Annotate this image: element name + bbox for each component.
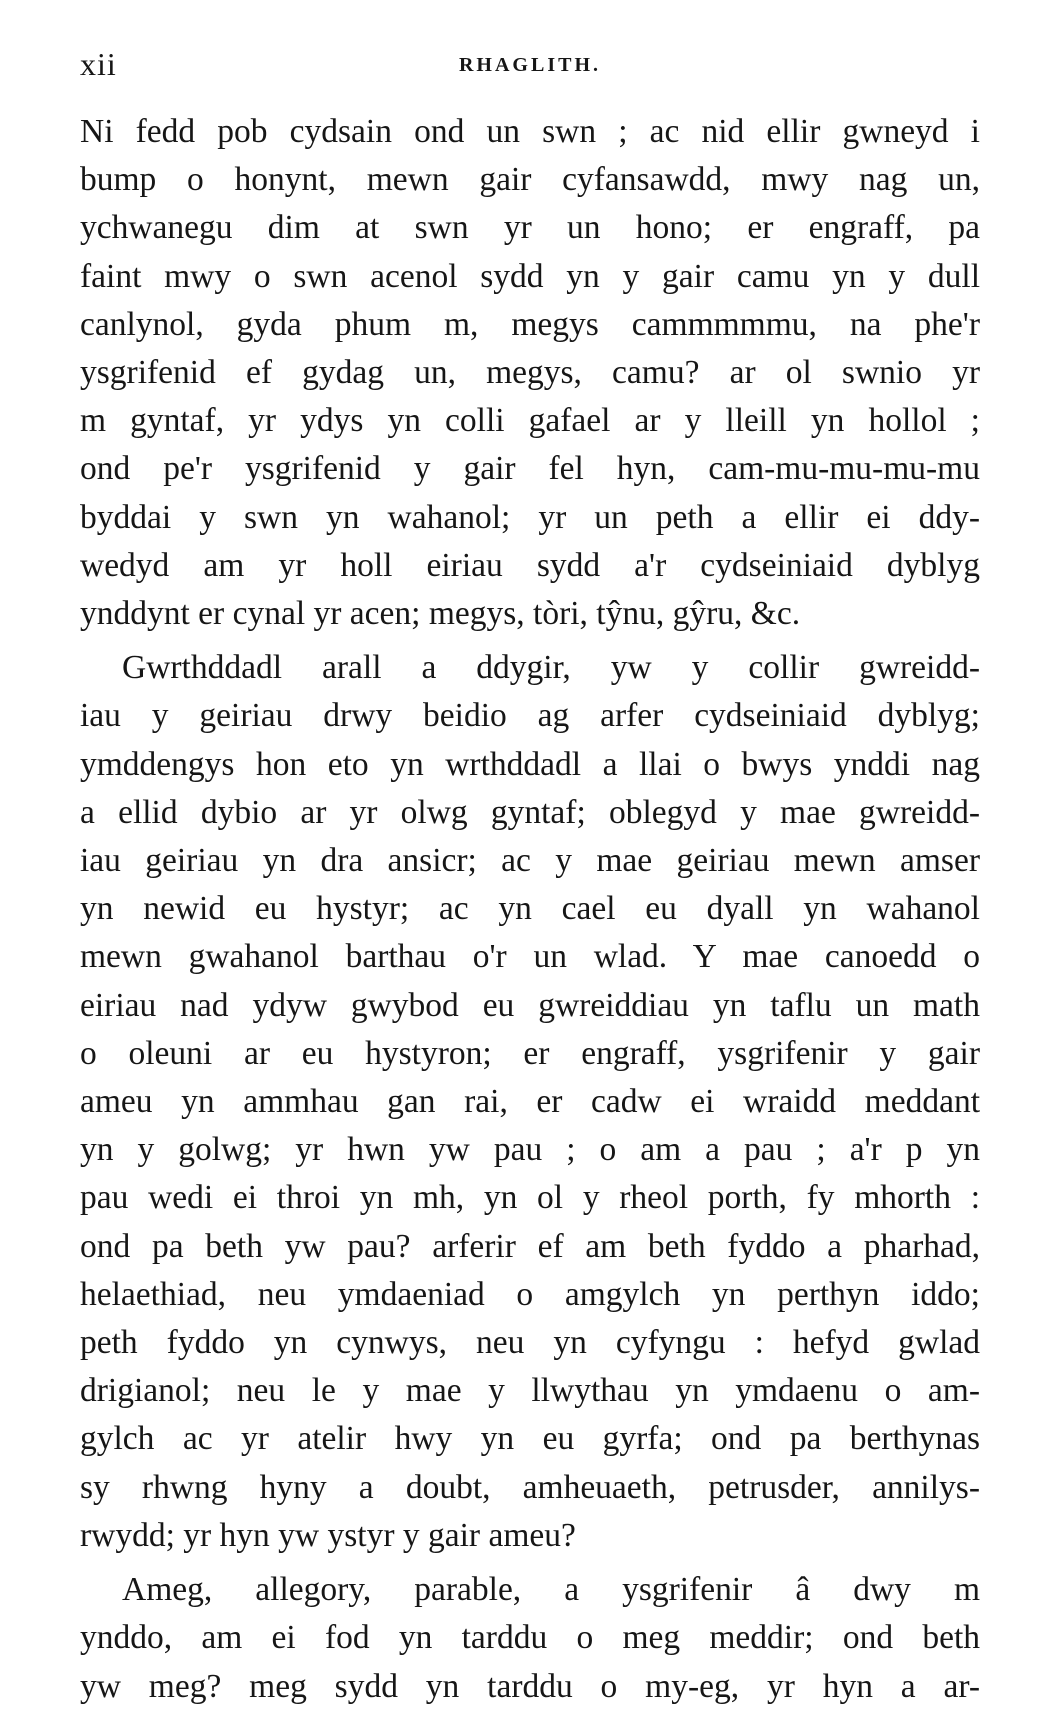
text-line: ynddo, am ei fod yn tarddu o meg meddir; ond beth [80,1619,980,1657]
text-line: pau wedi ei throi yn mh, yn ol y rheol porth, fy mhorth : [80,1179,980,1217]
paragraph-1 [80,108,980,638]
text-line: rwydd; yr hyn yw ystyr y gair ameu? [80,1516,576,1554]
text-line: gylch ac yr atelir hwy yn eu gyrfa; ond pa berthynas [80,1420,980,1458]
text-line: bump o honynt, mewn gair cyfansawdd, mwy nag un, [80,161,980,199]
text-line: ond pa beth yw pau? arferir ef am beth fyddo a pharhad, [80,1227,980,1265]
text-line: yw meg? meg sydd yn tarddu o my-eg, yr hyn a ar- [80,1667,980,1705]
text-line: ymddengys hon eto yn wrthddadl a llai o bwys ynddi nag [80,745,980,783]
text-line: Ameg, allegory, parable, a ysgrifenir â dwy m [122,1571,980,1609]
text-line: iau geiriau yn dra ansicr; ac y mae geiriau mewn amser [80,842,980,880]
text-line: drigianol; neu le y mae y llwythau yn ymdaenu o am- [80,1372,980,1410]
text-line: byddai y swn yn wahanol; yr un peth a ellir ei ddy- [80,498,980,536]
text-line: helaethiad, neu ymdaeniad o amgylch yn perthyn iddo; [80,1275,980,1313]
text-line: eiriau nad ydyw gwybod eu gwreiddiau yn taflu un math [80,986,980,1024]
text-line: ysgrifenid ef gydag un, megys, camu? ar ol swnio yr [80,354,980,392]
text-line: sy rhwng hyny a doubt, amheuaeth, petrusder, annilys- [80,1468,980,1506]
text-line: iau y geiriau drwy beidio ag arfer cydseiniaid dyblyg; [80,697,980,735]
text-line: ameu yn ammhau gan rai, er cadw ei wraidd meddant [80,1083,980,1121]
text-line: peth fyddo yn cynwys, neu yn cyfyngu : hefyd gwlad [80,1324,980,1362]
text-line: Ni fedd pob cydsain ond un swn ; ac nid ellir gwneyd i [80,113,980,150]
text-line: ynddynt er cynal yr acen; megys, tòri, tŷnu, gŷru, &c. [80,595,801,633]
text-line: canlynol, gyda phum m, megys cammmmmu, na phe'r [80,305,980,343]
text-line: wedyd am yr holl eiriau sydd a'r cydseiniaid dyblyg [80,546,980,584]
text-line: m gyntaf, yr ydys yn colli gafael ar y lleill yn hollol ; [80,402,980,440]
text-line: yn newid eu hystyr; ac yn cael eu dyall yn wahanol [80,890,980,928]
text-line: faint mwy o swn acenol sydd yn y gair camu yn y dull [80,257,980,295]
text-line: mewn gwahanol barthau o'r un wlad. Y mae canoedd o [80,938,980,976]
page-number: xii [80,46,117,82]
text-line: yn y golwg; yr hwn yw pau ; o am a pau ; a'r p yn [80,1131,980,1169]
page-header [80,46,980,86]
text-line: ond pe'r ysgrifenid y gair fel hyn, cam-mu-mu-mu-mu [80,450,980,488]
text-line: o oleuni ar eu hystyron; er engraff, ysgrifenir y gair [80,1034,980,1072]
page-body [80,108,980,1711]
paragraph-2 [80,644,980,1560]
paragraph-3 [80,1566,980,1711]
running-head: RHAGLITH. [458,54,602,76]
text-line: a ellid dybio ar yr olwg gyntaf; oblegyd y mae gwreidd- [80,793,980,831]
text-line: ychwanegu dim at swn yr un hono; er engraff, pa [80,209,980,247]
text-line: Gwrthddadl arall a ddygir, yw y collir gwreidd- [122,649,980,687]
